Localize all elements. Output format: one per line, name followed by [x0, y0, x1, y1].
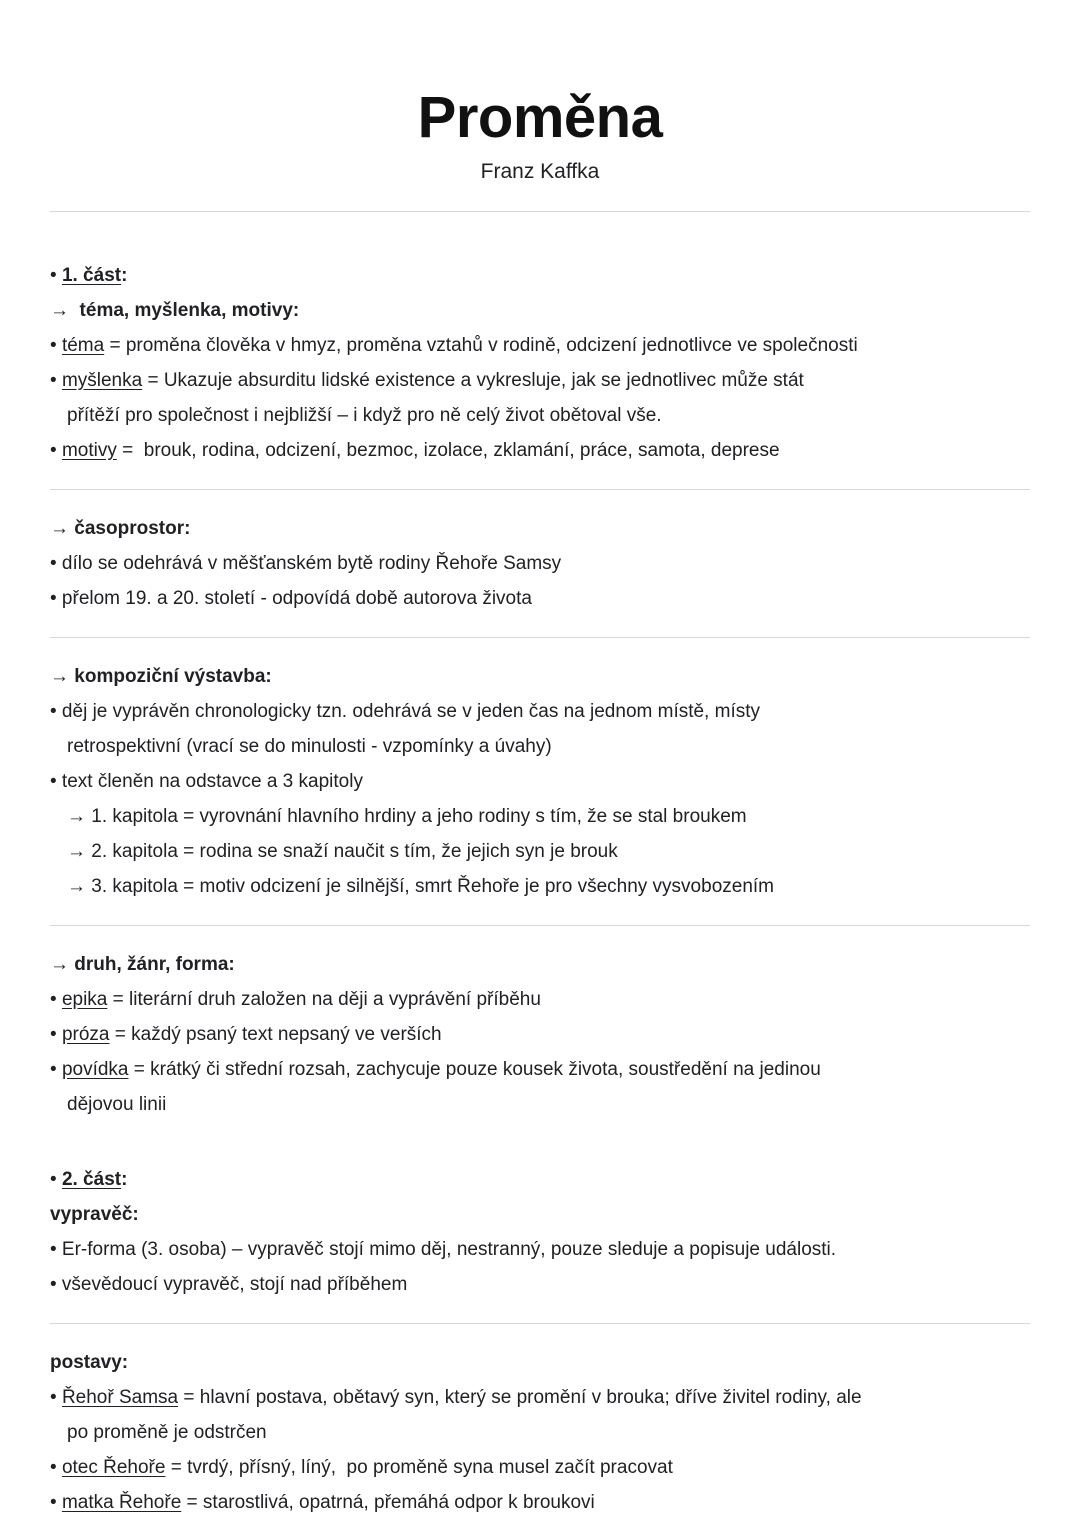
text-segment: → časoprostor: [50, 517, 191, 539]
section-divider [50, 925, 1030, 926]
text-segment: • [50, 988, 62, 1010]
text-segment: = tvrdý, přísný, líný, po proměně syna musel začít pracovat [165, 1456, 673, 1478]
text-segment: povídka [61, 1058, 129, 1080]
text-segment: • [50, 334, 62, 356]
text-segment: otec Řehoře [61, 1456, 166, 1478]
text-segment: epika [61, 988, 108, 1010]
text-line [50, 799, 1030, 834]
text-segment: • [50, 264, 62, 286]
text-segment: • [50, 1491, 62, 1513]
text-segment: = starostlivá, opatrná, přemáhá odpor k broukovi [181, 1491, 595, 1513]
text-line [50, 659, 1030, 694]
document-section [50, 258, 1030, 468]
text-segment: → 2. kapitola = rodina se snaží naučit s tím, že jejich syn je brouk [67, 840, 618, 862]
text-segment: • [50, 369, 62, 391]
text-segment: po proměně je odstrčen [67, 1421, 267, 1443]
text-line [50, 581, 1030, 616]
document-section [50, 1345, 1030, 1520]
text-line [50, 1485, 1030, 1520]
text-line [50, 398, 1030, 433]
text-line [50, 1197, 1030, 1232]
text-line [50, 1017, 1030, 1052]
text-segment: → 1. kapitola = vyrovnání hlavního hrdiny a jeho rodiny s tím, že se stal broukem [67, 805, 747, 827]
text-segment: = proměna člověka v hmyz, proměna vztahů v rodině, odcizení jednotlivce ve společnosti [104, 334, 858, 356]
text-line [50, 258, 1030, 293]
text-line [50, 1345, 1030, 1380]
text-segment: → druh, žánr, forma: [50, 953, 235, 975]
text-line [50, 1162, 1030, 1197]
section-divider [50, 637, 1030, 638]
text-line [50, 1232, 1030, 1267]
text-segment: • [50, 1386, 62, 1408]
text-segment: • dílo se odehrává v měšťanském bytě rodiny Řehoře Samsy [50, 552, 562, 574]
text-segment: 1. část [61, 264, 122, 286]
text-line [50, 293, 1030, 328]
text-segment: : [121, 1168, 128, 1190]
text-segment: téma [61, 334, 105, 356]
text-line [50, 363, 1030, 398]
text-segment: → kompoziční výstavba: [50, 665, 272, 687]
text-segment: • Er-forma (3. osoba) – vypravěč stojí mimo děj, nestranný, pouze sleduje a popisuje události. [50, 1238, 837, 1260]
text-segment: = každý psaný text nepsaný ve verších [109, 1023, 442, 1045]
text-segment: postavy: [50, 1351, 129, 1373]
text-line [50, 1450, 1030, 1485]
page-title: Proměna [417, 85, 663, 150]
text-line [50, 511, 1030, 546]
document-header [0, 0, 1080, 184]
text-line [50, 546, 1030, 581]
text-segment: : [121, 264, 128, 286]
section-divider [50, 1323, 1030, 1324]
text-line [50, 869, 1030, 904]
text-segment: • vševědoucí vypravěč, stojí nad příběhem [50, 1273, 408, 1295]
text-line [50, 764, 1030, 799]
text-segment: → téma, myšlenka, motivy: [50, 299, 300, 321]
text-line [50, 1052, 1030, 1087]
text-line [50, 1267, 1030, 1302]
text-segment: = hlavní postava, obětavý syn, který se promění v brouka; dříve živitel rodiny, ale [178, 1386, 862, 1408]
text-segment: přítěží pro společnost i nejbližší – i když pro ně celý život obětoval vše. [67, 404, 662, 426]
text-segment: = krátký či střední rozsah, zachycuje pouze kousek života, soustředění na jedinou [128, 1058, 821, 1080]
text-line [50, 729, 1030, 764]
text-segment: • [50, 1456, 62, 1478]
page-subtitle: Franz Kaffka [480, 159, 600, 183]
text-segment: próza [61, 1023, 110, 1045]
text-line [50, 1380, 1030, 1415]
text-segment: Řehoř Samsa [61, 1386, 179, 1408]
text-segment: matka Řehoře [61, 1491, 182, 1513]
text-line [50, 328, 1030, 363]
text-line [50, 982, 1030, 1017]
text-segment: dějovou linii [67, 1093, 167, 1115]
text-line [50, 433, 1030, 468]
text-segment: vypravěč: [50, 1203, 139, 1225]
text-segment: → 3. kapitola = motiv odcizení je silnější, smrt Řehoře je pro všechny vysvobozením [67, 875, 774, 897]
text-line [50, 694, 1030, 729]
document-section [50, 511, 1030, 616]
text-segment: • [50, 1058, 62, 1080]
text-segment: retrospektivní (vrací se do minulosti - vzpomínky a úvahy) [67, 735, 552, 757]
section-divider [50, 211, 1030, 212]
text-segment: • [50, 439, 62, 461]
text-segment: 2. část [61, 1168, 122, 1190]
section-divider [50, 489, 1030, 490]
text-segment: • text členěn na odstavce a 3 kapitoly [50, 770, 363, 792]
text-segment: = literární druh založen na ději a vyprávění příběhu [107, 988, 541, 1010]
document-body [0, 211, 1080, 1520]
document-section [50, 659, 1030, 904]
document-section [50, 1162, 1030, 1302]
text-segment: • [50, 1023, 62, 1045]
document-section [50, 947, 1030, 1122]
text-line [50, 1087, 1030, 1122]
text-segment: • [50, 1168, 62, 1190]
text-line [50, 947, 1030, 982]
text-line [50, 1415, 1030, 1450]
text-segment: = brouk, rodina, odcizení, bezmoc, izolace, zklamání, práce, samota, deprese [116, 439, 780, 461]
text-segment: motivy [61, 439, 117, 461]
text-segment: • děj je vyprávěn chronologicky tzn. odehrává se v jeden čas na jednom místě, místy [50, 700, 761, 722]
text-segment: myšlenka [61, 369, 143, 391]
text-line [50, 834, 1030, 869]
text-segment: = Ukazuje absurditu lidské existence a vykresluje, jak se jednotlivec může stát [142, 369, 804, 391]
text-segment: • přelom 19. a 20. století - odpovídá době autorova života [50, 587, 532, 609]
